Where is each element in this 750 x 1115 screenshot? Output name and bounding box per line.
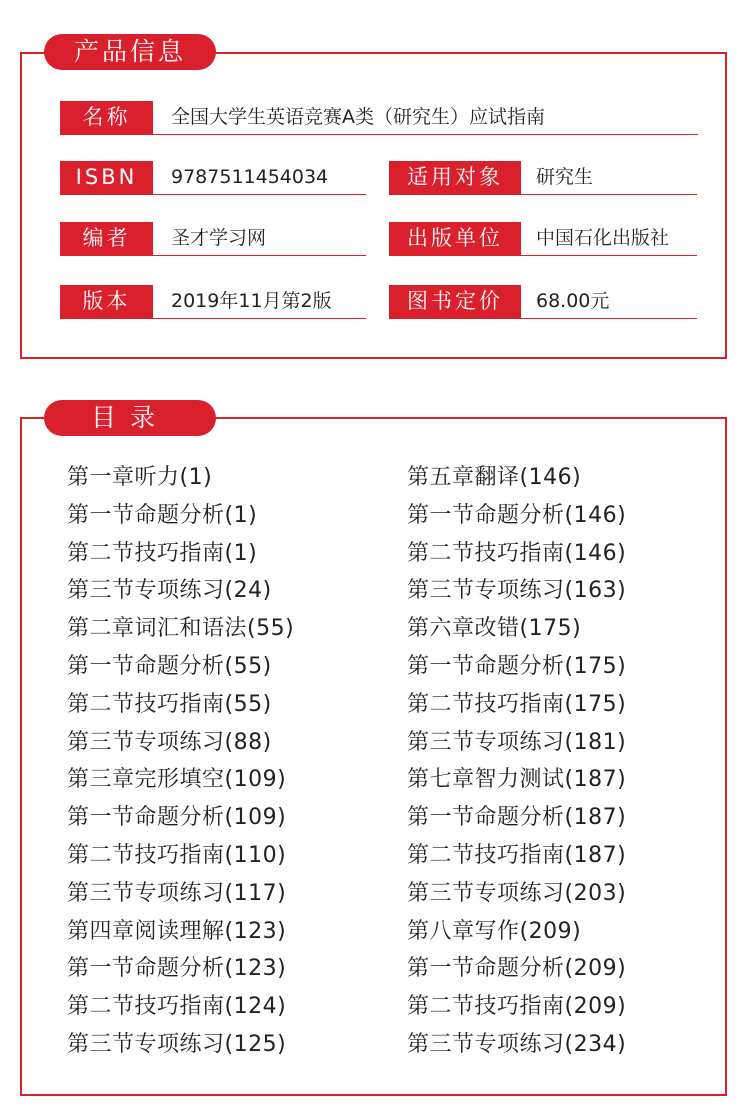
isbn-label: ISBN	[60, 161, 153, 194]
field-editor	[60, 222, 366, 256]
toc-entry: 第六章改错(175)	[407, 616, 582, 642]
toc-entry: 第八章写作(209)	[407, 918, 582, 944]
field-name	[60, 101, 698, 135]
toc-entry: 第三节专项练习(163)	[407, 578, 627, 604]
toc-entry: 第三章完形填空(109)	[67, 767, 287, 793]
toc-entry: 第二节技巧指南(209)	[407, 994, 627, 1020]
toc-entry: 第五章翻译(146)	[407, 465, 582, 490]
toc-entry: 第七章智力测试(187)	[407, 767, 627, 793]
isbn-value: 9787511454034	[171, 166, 329, 188]
publisher-value: 中国石化出版社	[536, 227, 670, 249]
audience-value: 研究生	[536, 166, 594, 188]
toc-right-column	[407, 459, 626, 1064]
toc-entry: 第二节技巧指南(187)	[407, 842, 627, 868]
name-label: 名称	[60, 101, 153, 134]
toc-entry: 第三节专项练习(24)	[67, 578, 272, 604]
toc-entry: 第二节技巧指南(146)	[407, 540, 627, 566]
toc-entry: 第一节命题分析(1)	[67, 502, 258, 528]
toc-entry: 第四章阅读理解(123)	[67, 918, 287, 944]
price-label: 图书定价	[389, 285, 521, 318]
toc-entry: 第三节专项练习(117)	[67, 880, 287, 906]
field-audience	[389, 161, 697, 195]
toc-entry: 第二节技巧指南(1)	[67, 540, 258, 566]
name-value: 全国大学生英语竞赛A类（研究生）应试指南	[171, 106, 545, 128]
audience-label: 适用对象	[389, 161, 521, 194]
product-info-title: 产品信息	[44, 34, 216, 70]
toc-entry: 第二节技巧指南(110)	[67, 842, 287, 868]
toc-entry: 第二节技巧指南(55)	[67, 691, 272, 717]
field-price	[389, 285, 697, 319]
toc-entry: 第三节专项练习(181)	[407, 729, 627, 755]
field-edition	[60, 285, 366, 319]
toc-entry: 第三节专项练习(88)	[67, 729, 272, 755]
publisher-label: 出版单位	[389, 222, 521, 255]
toc-entry: 第二节技巧指南(124)	[67, 994, 287, 1020]
toc-entry: 第三节专项练习(234)	[407, 1031, 627, 1057]
toc-entry: 第三节专项练习(125)	[67, 1031, 287, 1057]
editor-value: 圣才学习网	[171, 227, 267, 249]
toc-entry: 第一节命题分析(55)	[67, 653, 272, 679]
toc-left-column	[67, 459, 294, 1064]
field-isbn	[60, 161, 366, 195]
price-value: 68.00元	[536, 290, 610, 312]
toc-entry: 第一节命题分析(123)	[67, 956, 287, 982]
editor-label: 编者	[60, 222, 153, 255]
toc-entry: 第三节专项练习(203)	[407, 880, 627, 906]
toc-entry: 第一节命题分析(209)	[407, 956, 627, 982]
toc-entry: 第一节命题分析(146)	[407, 502, 627, 528]
toc-entry: 第一节命题分析(175)	[407, 653, 627, 679]
edition-value: 2019年11月第2版	[171, 290, 332, 312]
toc-entry: 第一章听力(1)	[67, 465, 213, 490]
field-publisher	[389, 222, 697, 256]
toc-entry: 第二节技巧指南(175)	[407, 691, 627, 717]
toc-entry: 第一节命题分析(187)	[407, 805, 627, 831]
edition-label: 版本	[60, 285, 153, 318]
toc-title: 目录	[44, 400, 216, 436]
toc-entry: 第一节命题分析(109)	[67, 805, 287, 831]
toc-entry: 第二章词汇和语法(55)	[67, 616, 295, 642]
